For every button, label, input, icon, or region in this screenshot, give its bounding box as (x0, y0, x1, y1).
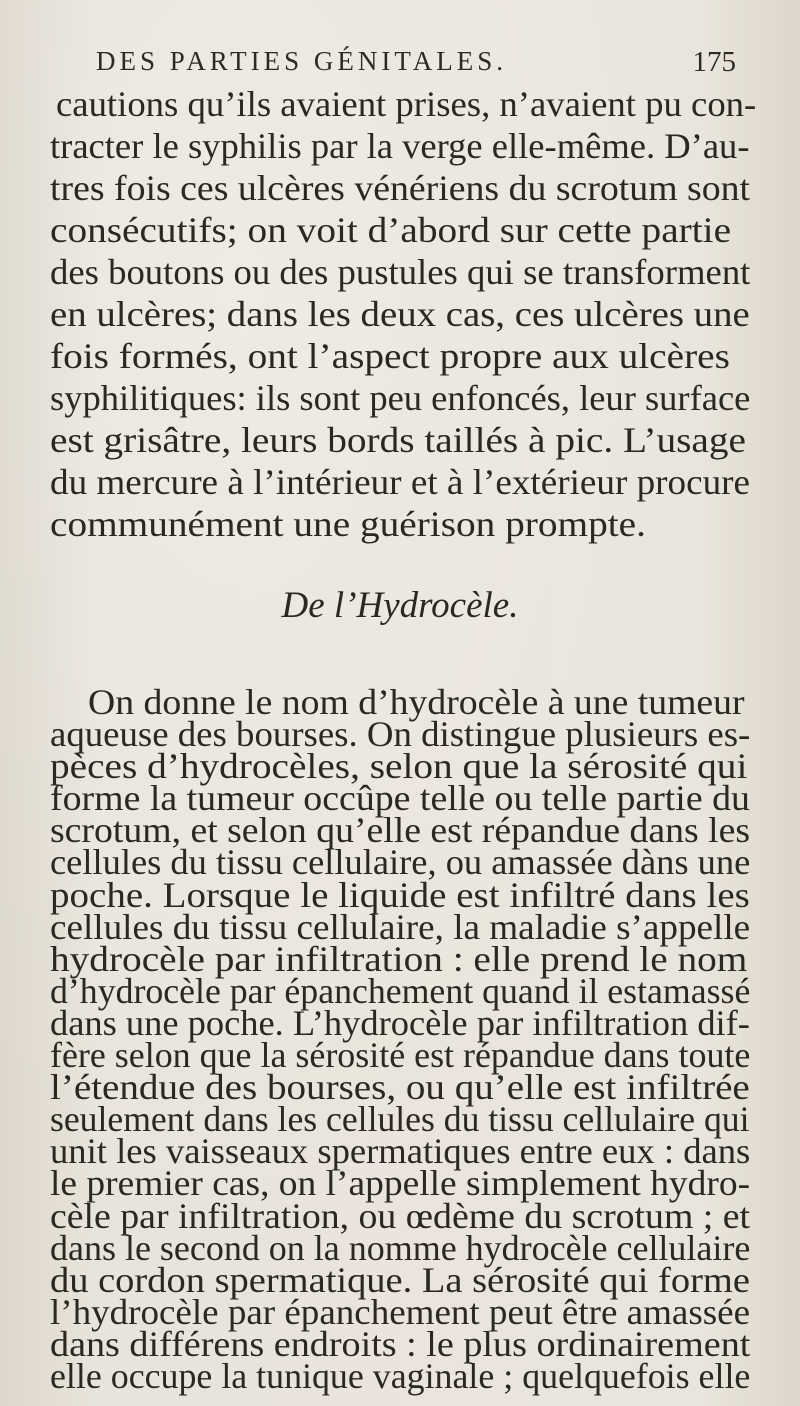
text-line: communément une guérison prompte. (50, 504, 646, 544)
text-line: syphilitiques: ils sont peu enfoncés, leur surface (50, 378, 751, 418)
page-number: 175 (692, 46, 736, 78)
text-line: forme la tumeur occûpe telle ou telle partie du (50, 778, 750, 819)
text-line: elle occupe la tunique vaginale ; quelquefois elle (50, 1356, 751, 1396)
text-line: dans le second on la nomme hydrocèle cellulaire (50, 1227, 751, 1268)
text-line: seulement dans les cellules du tissu cellulaire qui (50, 1099, 750, 1140)
text-line: unit les vaisseaux spermatiques entre eux : dans (50, 1131, 751, 1172)
text-line: d’hydrocèle par épanchement quand il estamassé (50, 970, 751, 1011)
running-head (96, 46, 736, 86)
text-line: pèces d’hydrocèles, selon que la sérosité qui (50, 746, 748, 787)
text-line: tracter le syphilis par la verge elle-même. D’au- (50, 126, 750, 166)
text-line: cèle par infiltration, ou œdème du scrotum ; et (50, 1195, 751, 1236)
text-line: fère selon que la sérosité est répandue dans toute (50, 1035, 751, 1076)
text-line: en ulcères; dans les deux cas, ces ulcères une (50, 294, 750, 334)
text-line: le premier cas, on l’appelle simplement hydro- (50, 1163, 751, 1204)
running-title: DES PARTIES GÉNITALES. (96, 46, 507, 76)
text-line: On donne le nom d’hydrocèle à une tumeur (88, 682, 745, 722)
section-heading: De l’Hydrocèle. (281, 585, 519, 626)
text-line: du cordon spermatique. La sérosité qui forme (50, 1259, 750, 1300)
text-line: tres fois ces ulcères vénériens du scrotum sont (50, 168, 751, 208)
text-line: scrotum, et selon qu’elle est répandue dans les (50, 810, 751, 851)
text-line: poche. Lorsque le liquide est infiltré dans les (50, 874, 750, 915)
text-line: consécutifs; on voit d’abord sur cette partie (50, 210, 732, 250)
text-line: est grisâtre, leurs bords taillés à pic. L’usage (50, 420, 746, 460)
text-line: aqueuse des bourses. On distingue plusieurs es- (50, 714, 751, 755)
text-line: cellules du tissu cellulaire, ou amassée dàns une (50, 842, 751, 883)
text-line: du mercure à l’intérieur et à l’extérieur procure (50, 462, 750, 502)
text-line: fois formés, ont l’aspect propre aux ulcères (50, 336, 730, 376)
text-line: dans une poche. L’hydrocèle par infiltration dif- (50, 1002, 750, 1043)
text-line: l’étendue des bourses, ou qu’elle est infiltrée (50, 1067, 750, 1108)
text-line: des boutons ou des pustules qui se transforment (50, 252, 751, 292)
text-line: l’hydrocèle par épanchement peut être amassée (50, 1291, 751, 1332)
text-line: cautions qu’ils avaient prises, n’avaient pu con- (56, 84, 757, 124)
text-line: cellules du tissu cellulaire, la maladie s’appelle (50, 906, 751, 947)
text-line: hydrocèle par infiltration : elle prend le nom (50, 938, 748, 979)
text-line: dans différens endroits : le plus ordinairement (50, 1323, 751, 1364)
